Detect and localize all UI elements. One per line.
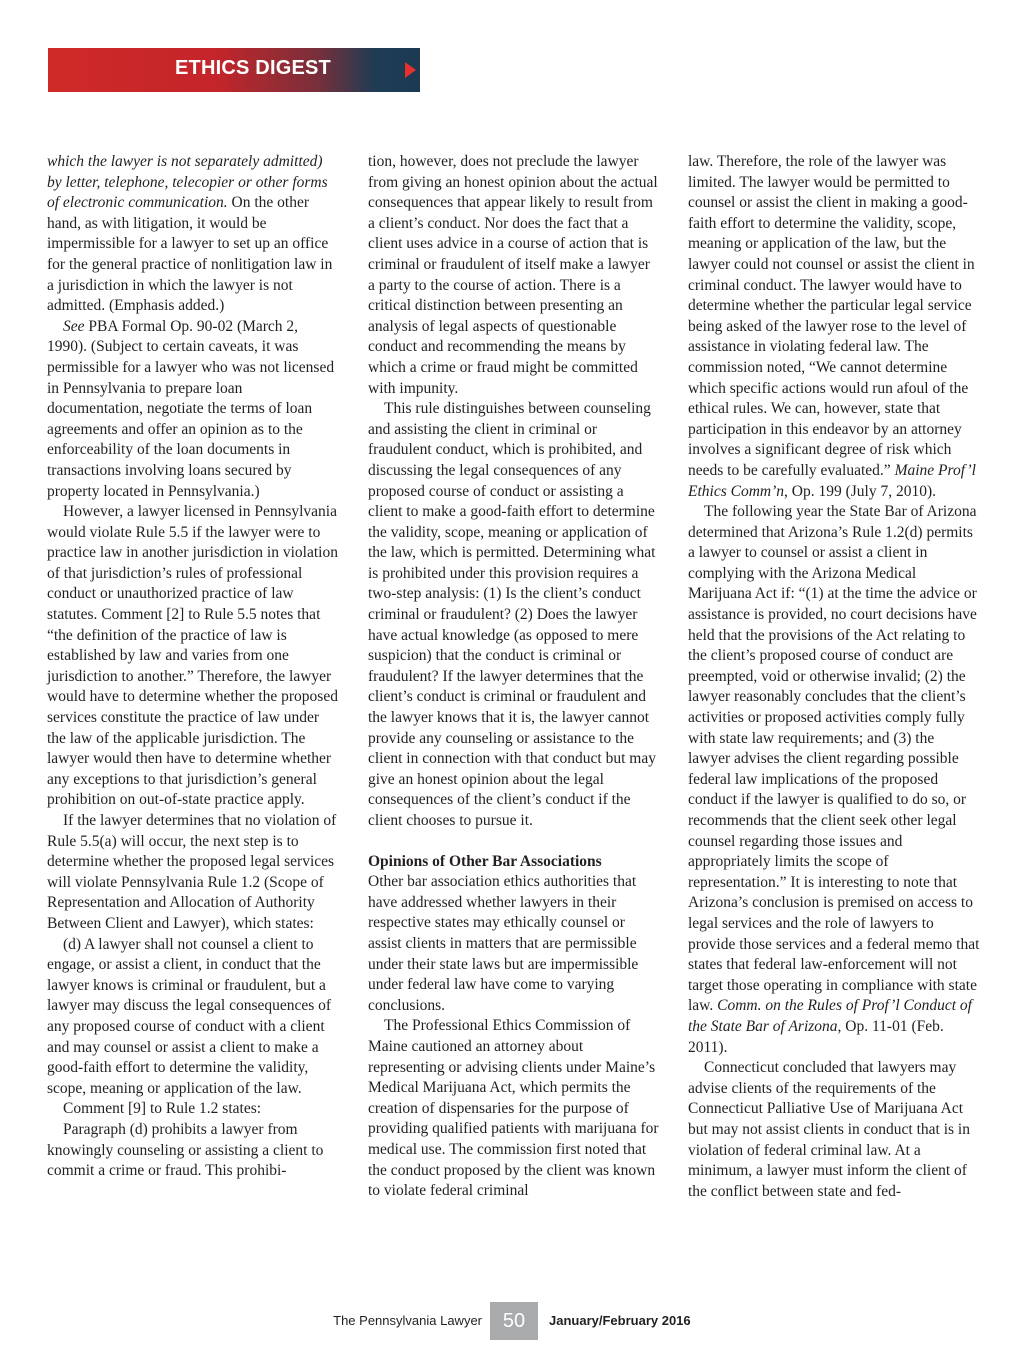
- paragraph-text: PBA Formal Op. 90-02 (March 2, 1990). (Subject to certain caveats, it was permissible for a lawyer who was not licensed in Pennsylvania to prepare loan documentation, negotiate the terms of loan agreements and offer an opinion as to the enforceability of the loan documents in transactions involving loans secured by property located in Pennsylvania.): [47, 317, 335, 500]
- section-banner: [48, 48, 420, 92]
- issue-date: January/February 2016: [549, 1313, 691, 1328]
- paragraph-text: , Op. 199 (July 7, 2010).: [784, 482, 936, 500]
- page-footer: [0, 1302, 1024, 1340]
- citation-signal: See: [63, 317, 85, 335]
- paragraph: Comment [9] to Rule 1.2 states:: [63, 1100, 262, 1118]
- paragraph: Other bar association ethics authorities that have addressed whether lawyers in their respective states may ethically counsel or assist clients in matters that are permissible under their state laws but are impermissible under federal law have come to varying conclusions.: [368, 873, 639, 1014]
- quoted-text-italic: which the lawyer is not separately admitted) by letter, telephone, telecopier or other forms of electronic communication.: [47, 153, 328, 212]
- paragraph: [47, 152, 339, 317]
- quoted-comment: Paragraph (d) prohibits a lawyer from knowingly counseling or assisting a client to commit a crime or fraud. This prohibi-: [47, 1120, 324, 1180]
- paragraph-text: On the other hand, as with litigation, it would be impermissible for a lawyer to set up an office for the general practice of nonlitigation law in a jurisdiction in which the lawyer is not admitted. (Emphasis added.): [47, 194, 333, 315]
- quoted-rule: (d) A lawyer shall not counsel a client to engage, or assist a client, in conduct that the lawyer knows is criminal or fraudulent, but a lawyer may discuss the legal consequences of any proposed course of conduct with a client and may counsel or assist a client to make a good-faith effort to determine the validity, scope, meaning or application of the law.: [47, 935, 332, 1097]
- citation-italic: Comm. on the Rules of Prof’l Conduct of the State Bar of Arizona: [688, 997, 972, 1035]
- triangle-right-icon: [405, 62, 416, 78]
- paragraph-text: law. Therefore, the role of the lawyer was limited. The lawyer would be permitted to counsel or assist the client in making a good-faith effort to determine the validity, scope, meaning or application of the law, but the lawyer could not counsel or assist the client in criminal conduct. The lawyer would have to determine whether the particular legal service being asked of the lawyer rose to the level of assistance in violating federal law. The commission noted, “We cannot determine which specific actions would run afoul of the ethical rules. We can, however, state that participation in this endeavor by an attorney involves a significant degree of risk which needs to be carefully evaluated.”: [688, 153, 975, 479]
- page-number: 50: [490, 1302, 538, 1340]
- column-3: [688, 152, 980, 1202]
- paragraph: The Professional Ethics Commission of Maine cautioned an attorney about representing or advising clients under Maine’s Medical Marijuana Act, which permits the creation of dispensaries for the purpose of providing qualified patients with marijuana for medical use. The commission first noted that the conduct proposed by the client was known to violate federal criminal: [368, 1017, 659, 1200]
- paragraph: This rule distinguishes between counseling and assisting the client in criminal or fraudulent conduct, which is prohibited, and discussing the legal consequences of any proposed course of conduct or assisting a client to make a good-faith effort to determine the validity, scope, meaning or application of the law, which is permitted. Determining what is prohibited under this provision requires a two-step analysis: (1) Is the client’s conduct criminal or fraudulent? (2) Does the lawyer have actual knowledge (as opposed to mere suspicion) that the conduct is criminal or fraudulent? If the lawyer determines that the client’s conduct is criminal or fraudulent and the lawyer knows that it is, the lawyer cannot provide any counseling or assistance to the client in connection with that conduct but may give an honest opinion about the legal consequences of the client’s conduct if the client chooses to pursue it.: [368, 400, 656, 829]
- section-heading: Opinions of Other Bar Associations: [368, 852, 602, 870]
- citation-italic: Maine Prof’l Ethics Comm’n: [688, 461, 976, 500]
- section-title: ETHICS DIGEST: [175, 57, 331, 79]
- paragraph-text: , Op. 11-01 (Feb. 2011).: [688, 1017, 944, 1056]
- paragraph: [688, 152, 980, 502]
- column-1: [47, 152, 339, 1182]
- paragraph: [688, 502, 980, 1058]
- column-2: [368, 152, 660, 1202]
- quoted-comment-continued: tion, however, does not preclude the lawyer from giving an honest opinion about the actual consequences that appear likely to result from a client’s conduct. Nor does the fact that a client uses advice in a course of action that is criminal or fraudulent of itself make a lawyer a party to the course of action. There is a critical distinction between presenting an analysis of legal aspects of questionable conduct and recommending the means by which a crime or fraud might be committed with impunity.: [368, 153, 658, 397]
- paragraph: However, a lawyer licensed in Pennsylvania would violate Rule 5.5 if the lawyer were to practice law in another jurisdiction in violation of that jurisdiction’s rules of professional conduct or unauthorized practice of law statutes. Comment [2] to Rule 5.5 notes that “the definition of the practice of law is established by law and varies from one jurisdiction to another.” Therefore, the lawyer would have to determine whether the proposed services constitute the practice of law under the law of the applicable jurisdiction. The lawyer would then have to determine whether any exceptions to that jurisdiction’s general prohibition on out-of-state practice apply.: [47, 503, 338, 809]
- publication-name: The Pennsylvania Lawyer: [333, 1313, 482, 1328]
- paragraph: If the lawyer determines that no violation of Rule 5.5(a) will occur, the next step is to determine whether the proposed legal services will violate Pennsylvania Rule 1.2 (Scope of Representation and Allocation of Authority Between Client and Lawyer), which states:: [47, 812, 337, 932]
- paragraph: Connecticut concluded that lawyers may advise clients of the requirements of the Connecticut Palliative Use of Marijuana Act but may not assist clients in conduct that is in violation of federal criminal law. At a minimum, a lawyer must inform the client of the conflict between state and fed-: [688, 1059, 970, 1200]
- paragraph: [47, 317, 339, 502]
- paragraph-text: The following year the State Bar of Arizona determined that Arizona’s Rule 1.2(d) permits a lawyer to counsel or assist a client in complying with the Arizona Medical Marijuana Act if: “(1) at the time the advice or assistance is provided, no court decisions have held that the provisions of the Act relating to the client’s proposed course of conduct are preempted, void or otherwise invalid; (2) the lawyer reasonably concludes that the client’s activities or proposed activities comply fully with state law requirements; and (3) the lawyer advises the client regarding possible federal law implications of the proposed conduct if the lawyer is qualified to do so, or recommends that the client seek other legal counsel regarding those issues and appropriately limits the scope of representation.” It is interesting to note that Arizona’s conclusion is premised on access to legal services and the role of lawyers to provide those services and a federal memo that states that federal law-enforcement will not target those operating in compliance with state law.: [688, 503, 980, 1015]
